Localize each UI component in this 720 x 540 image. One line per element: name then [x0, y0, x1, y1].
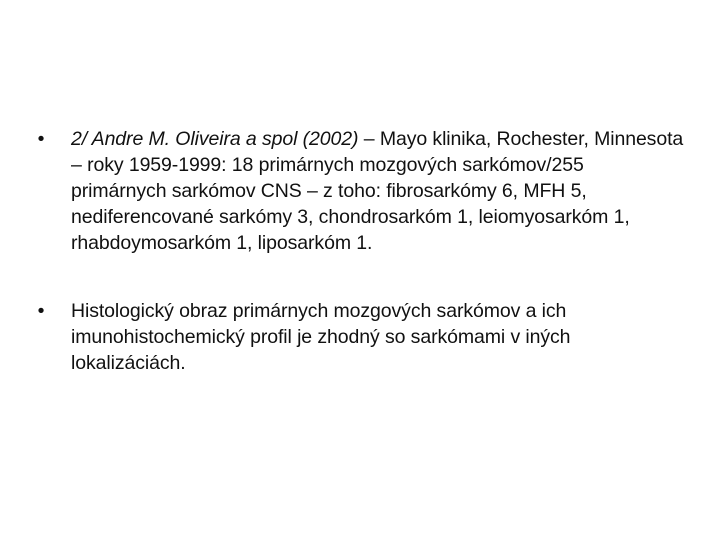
bullet-list: [34, 126, 684, 376]
bullet-item-histology: [34, 298, 684, 376]
citation-emphasis: 2/ Andre M. Oliveira a spol (2002): [71, 128, 359, 150]
bullet-marker: •: [37, 128, 45, 150]
bullet-text: Histologický obraz primárnych mozgových sarkómov a ich imunohistochemický profil je zhodný so sarkómami v iných lokalizáciách.: [71, 300, 571, 374]
bullet-item-oliveira-study: [34, 126, 684, 256]
bullet-text: – Mayo klinika, Rochester, Minnesota – roky 1959-1999: 18 primárnych mozgových sarkómov/255 primárnych sarkómov CNS – z toho: fibrosarkómy 6, MFH 5, nediferencované sarkómy 3, chondrosarkóm 1, leiomyosarkóm 1, rhabdoymosarkóm 1, liposarkóm 1.: [71, 128, 684, 254]
bullet-marker: •: [37, 300, 45, 322]
